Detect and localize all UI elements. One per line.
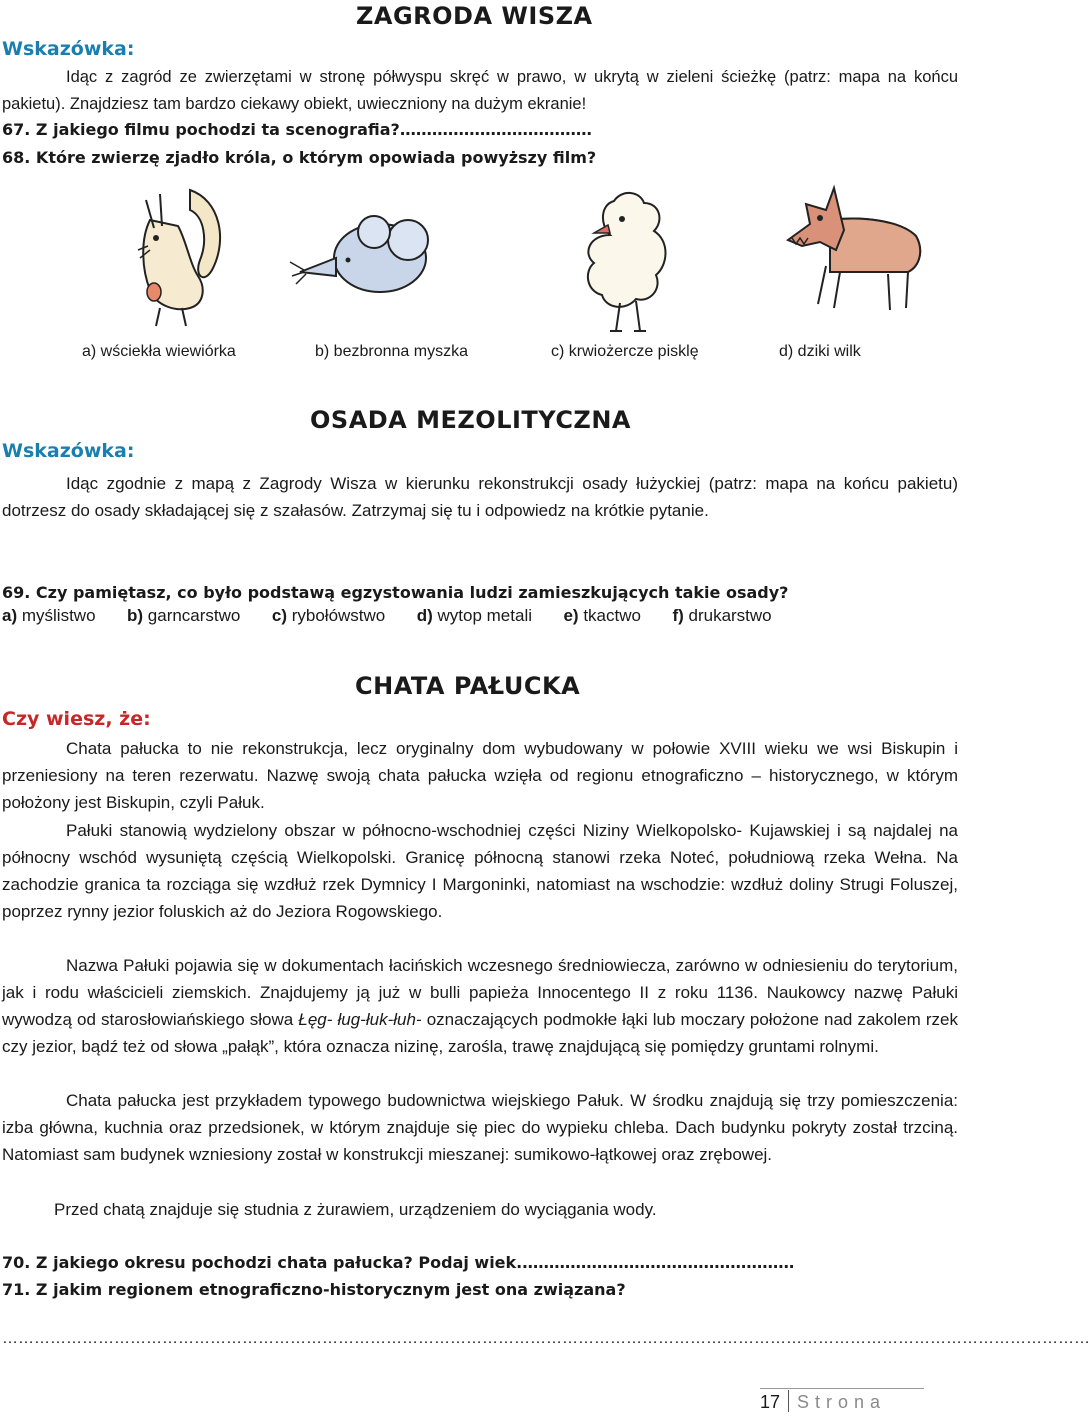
answer-dots: ……………………………… xyxy=(399,120,592,139)
squirrel-drawing xyxy=(120,180,230,330)
paragraph-2: Pałuki stanowią wydzielony obszar w północno-wschodniej części Niziny Wielkopolsko- Kujawskiej i są najdalej na północny wschód wysuniętą częścią Wielkopolski. Granicę północną stanowi rzeka Noteć, południową rzeka Wełna. Na zachodzie granica ta rozciąga się wzdłuż rzek Dymnicy I Margoninki, natomiast na wschodzie: wzdłuż doliny Strugi Foluszej, poprzez rynny jezior foluskich aż do Jeziora Rogowskiego. xyxy=(2,821,958,921)
option-text: rybołówstwo xyxy=(291,606,386,625)
hint-paragraph: Idąc z zagród ze zwierzętami w stronę półwyspu skręć w prawo, w ukrytą w zieleni ścieżkę (patrz: mapa na końcu pakietu). Znajdziesz tam bardzo ciekawy obiekt, uwieczniony na dużym ekranie! xyxy=(2,68,958,113)
paragraph-5: Przed chatą znajduje się studnia z żurawiem, urządzeniem do wyciągania wody. xyxy=(54,1200,657,1219)
question-71: 71. Z jakim regionem etnograficzno-historycznym jest ona związana? xyxy=(2,1280,626,1299)
mouse-drawing xyxy=(290,210,440,300)
option-text: myślistwo xyxy=(21,606,96,625)
paragraph-1: Chata pałucka to nie rekonstrukcja, lecz oryginalny dom wybudowany w połowie XVIII wieku we wsi Biskupin i przeniesiony na teren rezerwatu. Nazwę swoją chata pałucka wzięła od regionu etnograficzno – historycznego, w którym położony jest Biskupin, czyli Pałuk. xyxy=(2,739,958,812)
option-letter: c) xyxy=(271,606,287,625)
option-c-caption: c) krwiożercze pisklę xyxy=(551,343,699,360)
option-a-caption: a) wściekła wiewiórka xyxy=(82,343,236,360)
section-title-zagroda: ZAGRODA WISZA xyxy=(356,2,593,30)
chick-drawing xyxy=(570,185,680,335)
section-title-chata: CHATA PAŁUCKA xyxy=(355,672,581,700)
footer-separator xyxy=(788,1390,789,1412)
option-text: tkactwo xyxy=(583,606,641,625)
question-68: 68. Które zwierzę zjadło króla, o którym opowiada powyższy film? xyxy=(2,148,597,167)
question-67-text: 67. Z jakiego filmu pochodzi ta scenografia? xyxy=(2,120,400,139)
hint-label: Wskazówka: xyxy=(2,440,135,462)
option-text: garncarstwo xyxy=(147,606,241,625)
paragraph-3-italic: Łęg- ług-łuk-łuh- xyxy=(298,1010,422,1029)
option-b-caption: b) bezbronna myszka xyxy=(315,343,468,360)
option-text: drukarstwo xyxy=(688,606,772,625)
paragraph-3-part-b: oznaczających podmokłe łąki lub moczary położone nad zakolem rzek czy jezior, bądź też od słowa „pałąk”, która oznacza nizinę, zarośla, trawę znajdującą się pomiędzy gruntami rolnymi. xyxy=(2,1010,959,1056)
question-67 xyxy=(2,120,592,139)
question-69: 69. Czy pamiętasz, co było podstawą egzystowania ludzi zamieszkujących takie osady? xyxy=(2,583,789,602)
option-d-caption: d) dziki wilk xyxy=(779,343,861,360)
section-title-osada: OSADA MEZOLITYCZNA xyxy=(310,406,631,434)
footer-divider xyxy=(760,1388,924,1389)
paragraph-3 xyxy=(2,952,958,1060)
answer-options-69 xyxy=(2,606,772,626)
option-letter: a) xyxy=(2,606,18,625)
paragraph-4: Chata pałucka jest przykładem typowego budownictwa wiejskiego Pałuk. W środku znajdują się trzy pomieszczenia: izba główna, kuchnia oraz przedsionek, w którym znajduje się piec do wypieku chleba. Dach budynku pokryty został trzciną. Natomiast sam budynek wzniesiony został w konstrukcji mieszanej: sumikowo-łątkowej oraz zrębowej. xyxy=(2,1091,958,1164)
page-footer xyxy=(760,1390,886,1413)
wolf-drawing xyxy=(770,180,930,320)
option-letter: f) xyxy=(672,606,684,625)
answer-dots: …………………………………………… xyxy=(522,1253,795,1272)
hint-label: Wskazówka: xyxy=(2,38,135,60)
option-text: wytop metali xyxy=(437,606,532,625)
question-70-text: 70. Z jakiego okresu pochodzi chata pałucka? Podaj wiek. xyxy=(2,1253,523,1272)
option-letter: d) xyxy=(416,606,433,625)
option-letter: e) xyxy=(563,606,579,625)
hint-paragraph: Idąc zgodnie z mapą z Zagrody Wisza w kierunku rekonstrukcji osady łużyckiej (patrz: mapa na końcu pakietu) dotrzesz do osady składającej się z szałasów. Zatrzymaj się tu i odpowiedz na krótkie pytanie. xyxy=(2,474,958,520)
did-you-know-label: Czy wiesz, że: xyxy=(2,708,151,730)
page-word: Strona xyxy=(797,1392,887,1412)
page-number: 17 xyxy=(760,1392,781,1412)
question-70 xyxy=(2,1253,794,1272)
option-letter: b) xyxy=(127,606,144,625)
answer-dots-71: …………………………………………………………………………………………………………………………………………………………………………………… xyxy=(2,1330,1090,1347)
paragraph-3-part-a: Nazwa Pałuki pojawia się w dokumentach łacińskich wczesnego średniowiecza, zarówno w odniesieniu do terytorium, jak i rodu właścicieli ziemskich. Znajdujemy ją już w bulli papieża Innocentego II z roku 1136. Naukowcy nazwę Pałuki wywodzą od starosłowiańskiego słowa xyxy=(2,956,958,1029)
